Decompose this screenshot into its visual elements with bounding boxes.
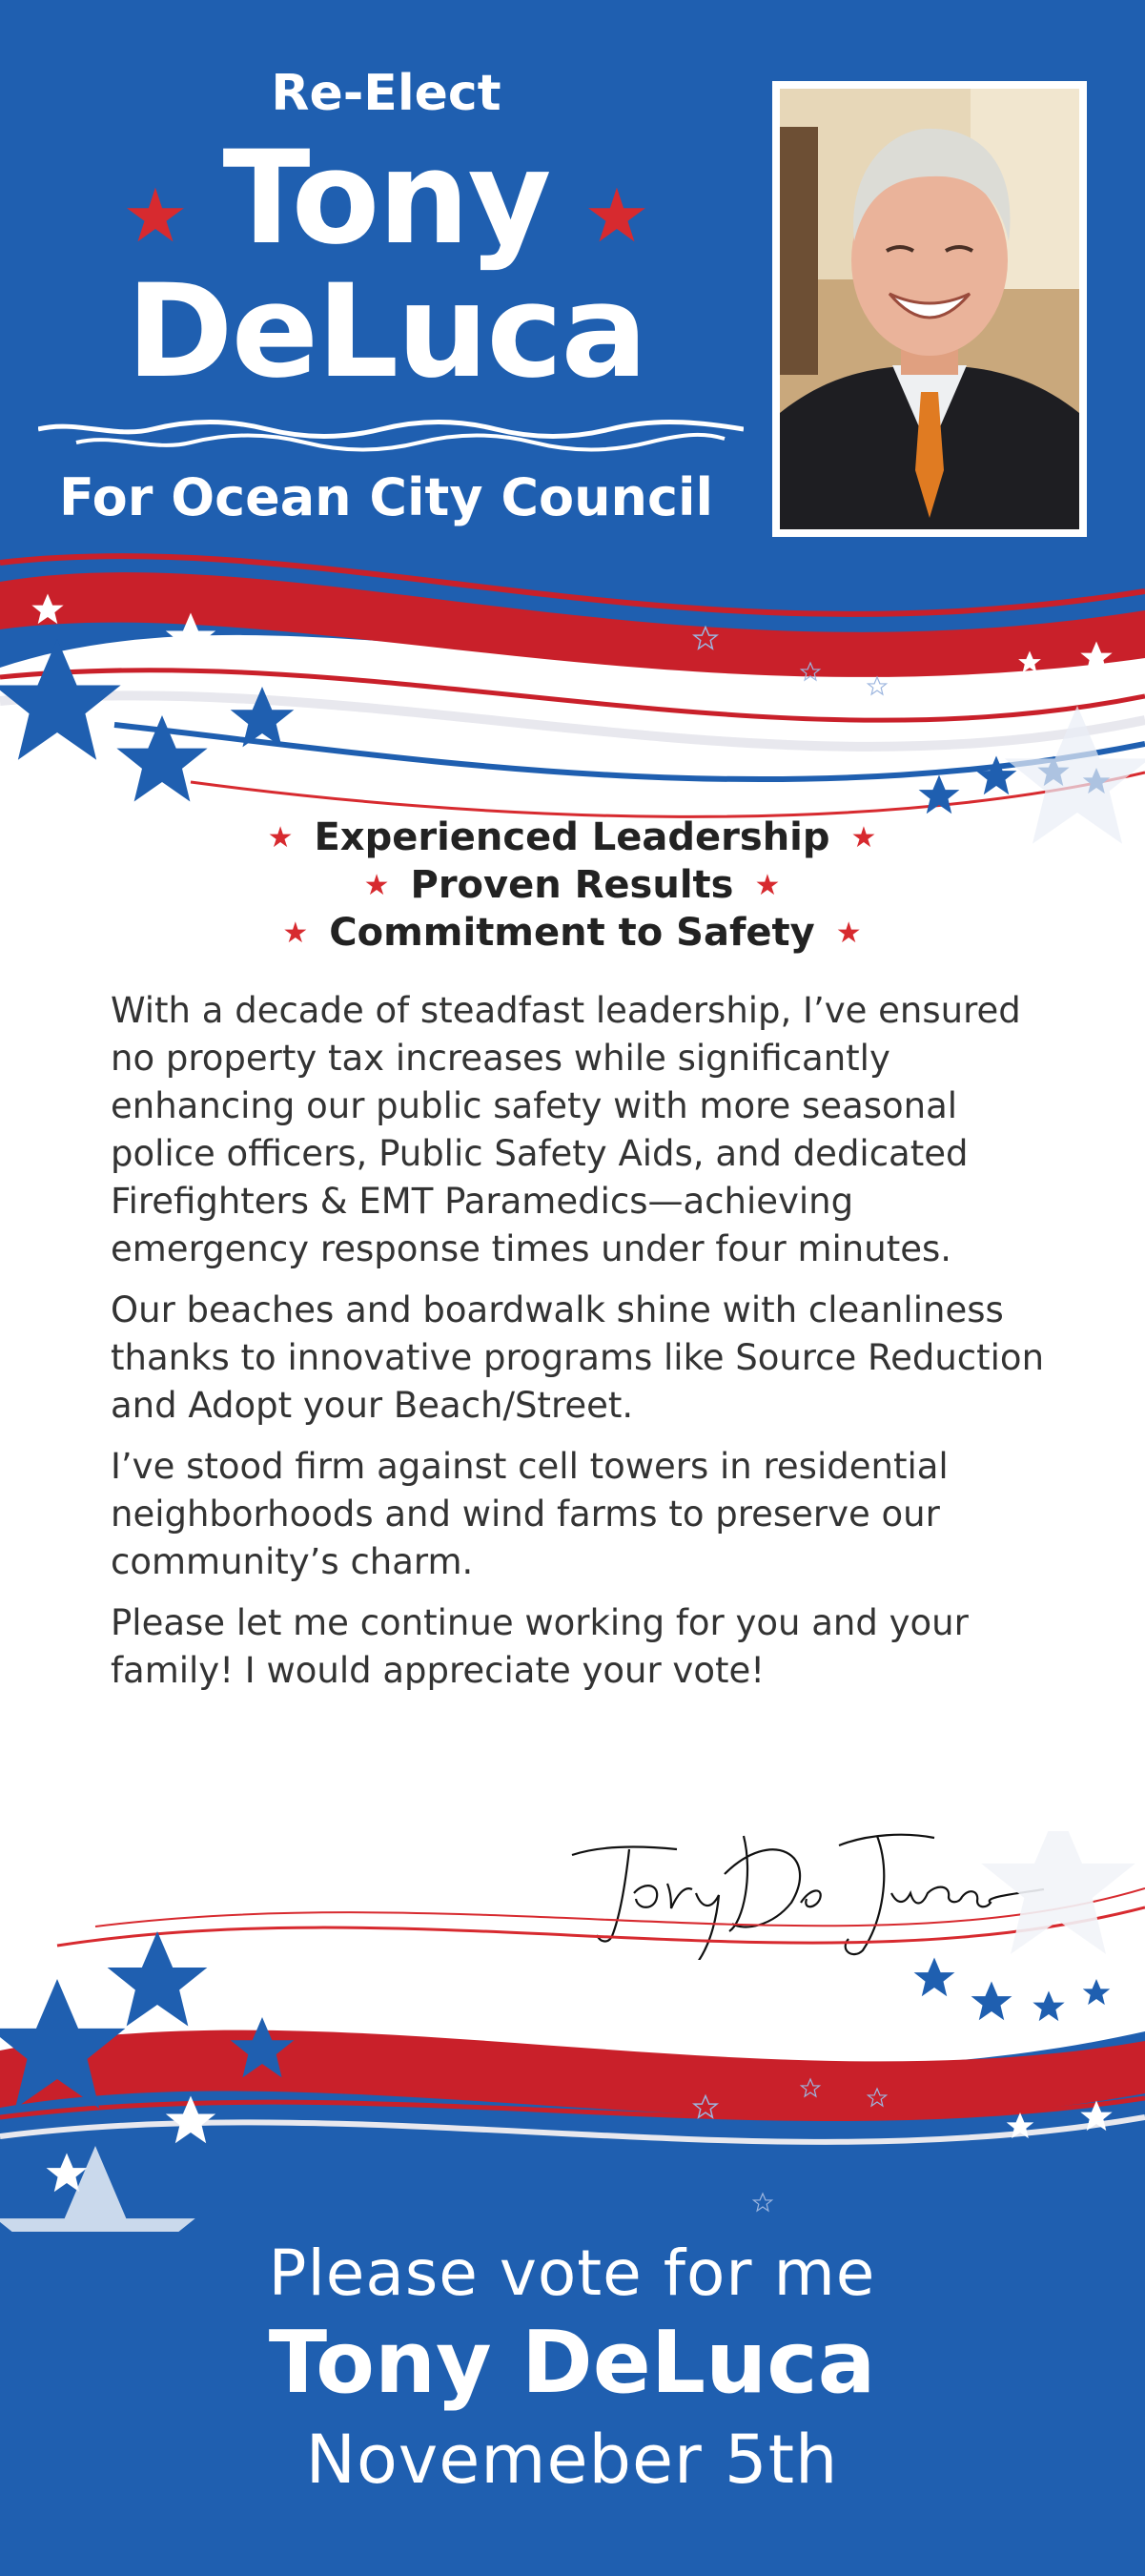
- blue-star-icon: [231, 687, 295, 747]
- vote-request: Please vote for me: [268, 2236, 876, 2310]
- red-star-icon: ★: [835, 917, 862, 950]
- wave-icon: [38, 418, 744, 452]
- outline-star-icon: [694, 628, 717, 649]
- office-line: For Ocean City Council: [58, 467, 714, 527]
- outline-star-icon: [868, 677, 886, 694]
- blue-star-icon: [919, 775, 960, 814]
- bottom-flag-stripes: [0, 1831, 1145, 2232]
- white-star-icon: [166, 613, 215, 661]
- blue-star-icon: [0, 639, 121, 760]
- election-date: Novemeber 5th: [305, 2421, 839, 2499]
- point-commitment-to-safety: ★ Commitment to Safety ★: [282, 911, 862, 955]
- point-proven-results: ★ Proven Results ★: [363, 863, 781, 907]
- reelect-kicker: Re-Elect: [271, 65, 501, 122]
- body-paragraph: Please let me continue working for you and your family! I would appreciate your vote!: [111, 1602, 969, 1691]
- top-stars: [0, 553, 1145, 858]
- white-star-icon: [1005, 706, 1145, 844]
- closing-candidate-name: Tony DeLuca: [268, 2313, 876, 2413]
- body-paragraph: Our beaches and boardwalk shine with cleanliness thanks to innovative programs like Source Reduction and Adopt your Beach/Street.: [111, 1289, 1045, 1426]
- outline-star-icon: [801, 663, 819, 680]
- red-star-icon: ★: [583, 174, 650, 259]
- body-paragraph: With a decade of steadfast leadership, I’ve ensured no property tax increases while significantly enhancing our public safety with more seasonal police officers, Public Safety Aids, and dedicated Firefighters & EMT Paramedics—achieving emergency response times under four minutes.: [111, 990, 1021, 1269]
- red-star-icon: ★: [282, 917, 309, 950]
- white-star-icon: [1018, 651, 1041, 673]
- body-text: [111, 987, 1045, 1708]
- blue-star-icon: [116, 715, 207, 802]
- candidate-photo-frame: [772, 81, 1087, 537]
- candidate-photo: [780, 89, 1079, 529]
- red-star-icon: ★: [363, 869, 390, 902]
- red-star-icon: ★: [267, 821, 294, 855]
- body-paragraph: I’ve stood firm against cell towers in residential neighborhoods and wind farms to preserve our community’s charm.: [111, 1446, 949, 1582]
- red-star-icon: ★: [122, 174, 189, 259]
- white-star-icon: [31, 594, 63, 625]
- candidate-first-name: Tony: [222, 123, 550, 273]
- point-experienced-leadership: ★ Experienced Leadership ★: [267, 815, 877, 859]
- red-star-icon: ★: [850, 821, 877, 855]
- red-star-icon: ★: [754, 869, 781, 902]
- white-star-icon: [1080, 642, 1112, 672]
- candidate-last-name: DeLuca: [126, 257, 646, 406]
